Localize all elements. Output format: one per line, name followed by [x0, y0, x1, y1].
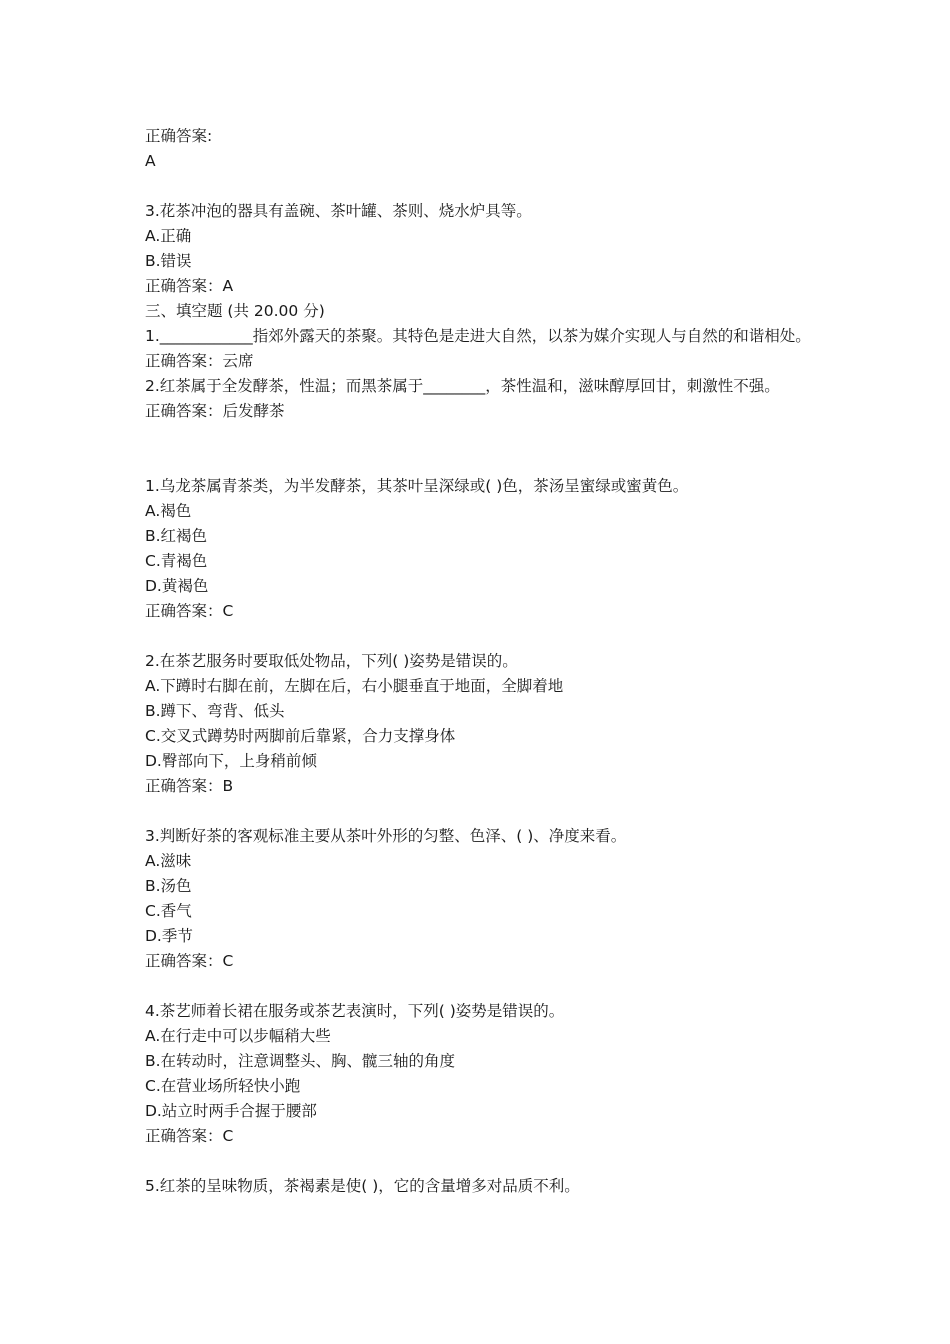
correct-answer: 正确答案：云席 — [145, 352, 254, 370]
option-text: B.错误 — [145, 252, 192, 270]
question-text: 5.红茶的呈味物质，茶褐素是使( )，它的含量增多对品质不利。 — [145, 1177, 580, 1195]
option-text: D.臀部向下，上身稍前倾 — [145, 752, 317, 770]
spacer — [145, 174, 825, 199]
option-text: A.滋味 — [145, 852, 192, 870]
spacer — [145, 624, 825, 649]
option-text: B.蹲下、弯背、低头 — [145, 702, 285, 720]
option-text: C.香气 — [145, 902, 192, 920]
spacer — [145, 974, 825, 999]
question-text: 1.乌龙茶属青茶类，为半发酵茶，其茶叶呈深绿或( )色，茶汤呈蜜绿或蜜黄色。 — [145, 477, 689, 495]
spacer — [145, 1149, 825, 1174]
question-text: 4.茶艺师着长裙在服务或茶艺表演时，下列( )姿势是错误的。 — [145, 1002, 565, 1020]
option-text: B.红褐色 — [145, 527, 208, 545]
option-text: C.交叉式蹲势时两脚前后靠紧，合力支撑身体 — [145, 727, 456, 745]
correct-answer: 正确答案：后发酵茶 — [145, 402, 285, 420]
option-text: A.褐色 — [145, 502, 192, 520]
option-text: A.在行走中可以步幅稍大些 — [145, 1027, 331, 1045]
option-text: D.黄褐色 — [145, 577, 209, 595]
option-text: D.站立时两手合握于腰部 — [145, 1102, 317, 1120]
option-text: A.正确 — [145, 227, 192, 245]
correct-answer: 正确答案：A — [145, 277, 234, 295]
question-text: 3.判断好茶的客观标准主要从茶叶外形的匀整、色泽、( )、净度来看。 — [145, 827, 627, 845]
answer-value: A — [145, 152, 156, 170]
option-text: D.季节 — [145, 927, 193, 945]
document-content — [145, 124, 825, 1199]
correct-answer: 正确答案：B — [145, 777, 234, 795]
correct-answer: 正确答案：C — [145, 602, 234, 620]
option-text: A.下蹲时右脚在前，左脚在后，右小腿垂直于地面，全脚着地 — [145, 677, 564, 695]
fill-blank-question: 1.____________指郊外露天的茶聚。其特色是走进大自然，以茶为媒介实现人与自然的和谐相处。 — [145, 327, 811, 345]
answer-label: 正确答案: — [145, 127, 213, 145]
fill-blank-question: 2.红茶属于全发酵茶，性温；而黑茶属于________，茶性温和，滋味醇厚回甘，刺激性不强。 — [145, 377, 780, 395]
option-text: C.青褐色 — [145, 552, 208, 570]
question-text: 2.在茶艺服务时要取低处物品，下列( )姿势是错误的。 — [145, 652, 518, 670]
correct-answer: 正确答案：C — [145, 1127, 234, 1145]
option-text: C.在营业场所轻快小跑 — [145, 1077, 301, 1095]
spacer — [145, 799, 825, 824]
option-text: B.汤色 — [145, 877, 192, 895]
question-text: 3.花茶冲泡的器具有盖碗、茶叶罐、茶则、烧水炉具等。 — [145, 202, 532, 220]
option-text: B.在转动时，注意调整头、胸、髋三轴的角度 — [145, 1052, 456, 1070]
correct-answer: 正确答案：C — [145, 952, 234, 970]
spacer — [145, 424, 825, 474]
section-title: 三、填空题 (共 20.00 分) — [145, 302, 325, 320]
